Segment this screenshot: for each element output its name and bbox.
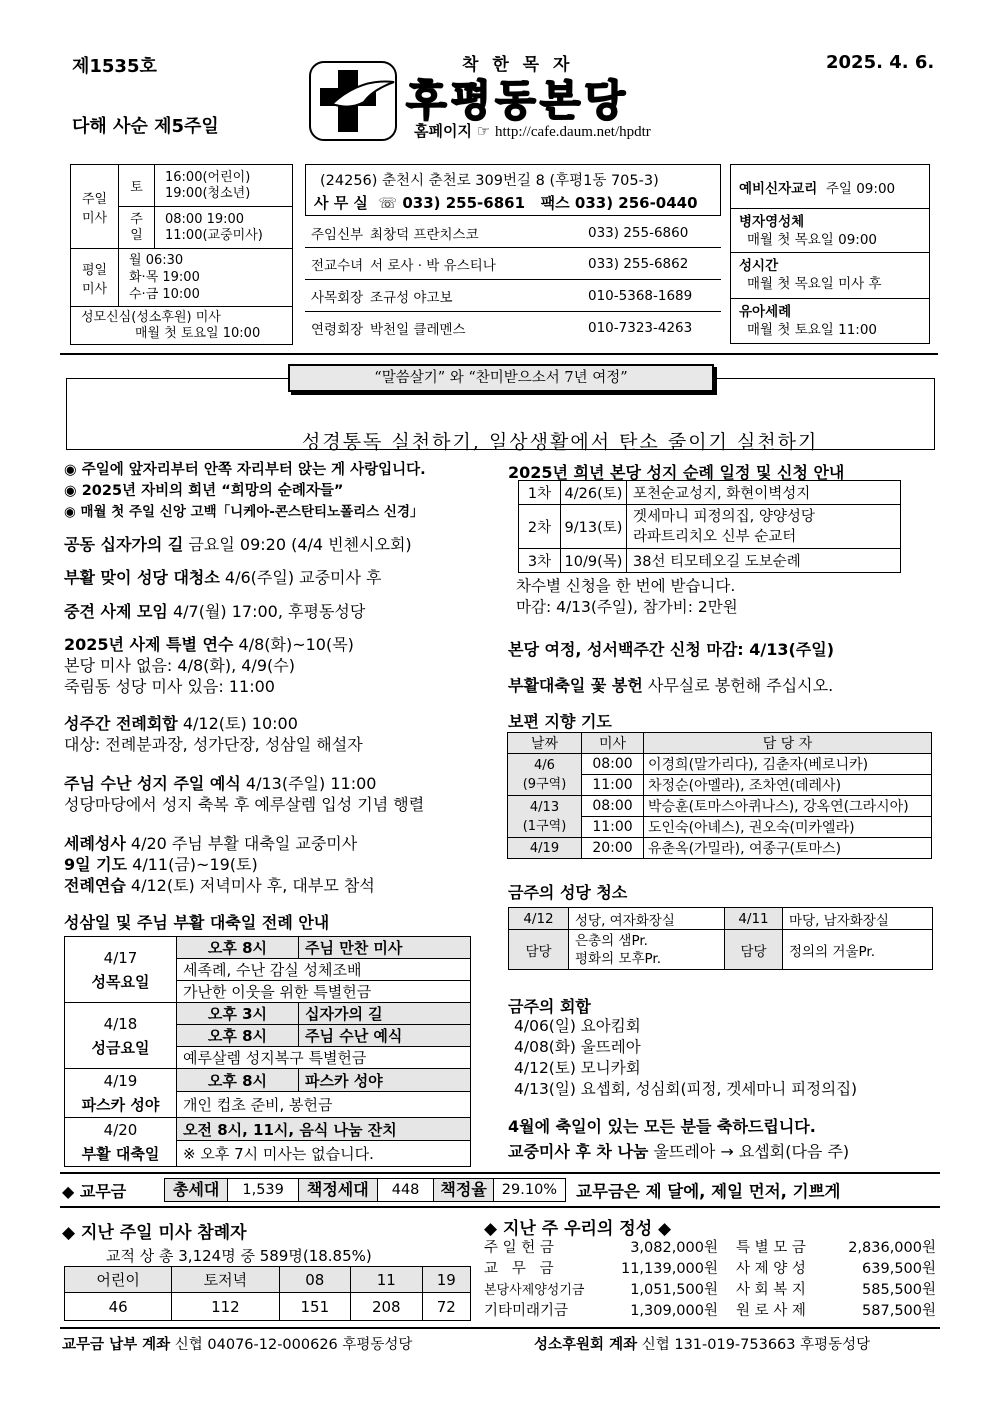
liturgy-day-name: 성금요일 <box>91 1038 150 1057</box>
meeting-item: 4/08(화) 울뜨레아 <box>514 1038 641 1056</box>
homepage-label: 홈페이지 <box>414 122 472 140</box>
offering-title: ◆ 지난 주 우리의 정성 ◆ <box>484 1219 672 1239</box>
offering-list: 주 일 헌 금 3,082,000원 특 별 모 금 2,836,000원 교 무 금 11,139,000원 사 제 양 성 639,500원 본당사제양성기금 1,051,500원 사 회 복 지 585,500원 기타미래기금 1,309,000원 원 로 사 제 587,500원 <box>484 1240 936 1319</box>
divider <box>60 1327 940 1329</box>
cleaning-table: 4/12 성당, 여자화장실 4/11 마당, 남자화장실 담당 은총의 샘Pr. 평화의 모후Pr. 담당 정의의 거울Pr. <box>508 907 933 970</box>
issue-number: 제1535호 <box>72 56 157 77</box>
weekday-mass-label: 평일 미사 <box>71 249 119 307</box>
liturgy-date: 4/19 <box>103 1072 138 1090</box>
weekday-times: 월 06:30 화·목 19:00 수·금 10:00 <box>119 249 293 307</box>
staff-row: 주임신부 최창덕 프란치스코 033) 255-6860 <box>305 218 721 248</box>
sunday-label: 주 일 <box>119 207 155 249</box>
notice-flowers: 부활대축일 꽃 봉헌 사무실로 봉헌해 주십시오. <box>508 676 834 695</box>
meeting-item: 4/12(토) 모니카회 <box>514 1059 641 1077</box>
staff-row: 연령회장 박천일 클레멘스 010-7323-4263 <box>311 320 693 338</box>
schedule-item: 유아세례 매월 첫 토요일 11:00 <box>739 304 878 338</box>
meeting-item: 4/13(일) 요셉회, 성심회(피정, 겟세마니 피정의집) <box>514 1080 858 1098</box>
liturgy-day-name: 성목요일 <box>91 972 150 991</box>
schedule-item: 예비신자교리 주일 09:00 <box>731 165 929 209</box>
bullet-item: ◉ 주일에 앞자리부터 안쪽 자리부터 앉는 게 사랑입니다. <box>64 462 426 478</box>
pointing-hand-icon: ☞ <box>476 122 491 140</box>
newsletter-subtitle: 착 한 목 자 <box>462 55 574 75</box>
dues-account: 교무금 납부 계좌 신협 04076-12-000626 후평동성당 <box>62 1337 413 1353</box>
cleaning-title: 금주의 성당 청소 <box>508 883 628 902</box>
saturday-times: 16:00(어린이) 19:00(청소년) <box>155 165 293 207</box>
prayer-table: 날짜 미사 담 당 자 4/6 (9구역) 08:00 이경희(말가리다), 김춘자(베로니카) 11:00 차정순(아멜라), 조차연(데레사) 4/13 (1구역) 08:00 박승훈(토마스아퀴나스), 강옥연(그라시아) 11:00 도인숙(아녜스), 권오숙(미카엘라) 4/19 20:00 유춘옥(가밀라), 여종구(토마스) <box>507 732 932 859</box>
liturgical-week: 다해 사순 제5주일 <box>72 116 219 137</box>
pilgrimage-notes: 차수별 신청을 한 번에 받습니다. 마감: 4/13(주일), 참가비: 2만원 <box>516 577 738 616</box>
meetings-title: 금주의 회합 <box>508 997 591 1016</box>
liturgy-date: 4/18 <box>103 1014 138 1033</box>
homepage-line <box>414 120 651 141</box>
newsletter-title: 후평동본당 <box>406 76 629 125</box>
schedule-item: 성시간 매월 첫 목요일 미사 후 <box>731 253 929 299</box>
divider <box>60 1172 940 1174</box>
liturgy-title: 성삼일 및 주님 부활 대축일 전례 안내 <box>64 913 330 932</box>
notice-priest-meeting: 중견 사제 모임 4/7(월) 17:00, 후평동성당 <box>64 602 366 621</box>
liturgy-day-name: 파스카 성야 <box>81 1096 160 1114</box>
staff-row: 사목회장 조규성 야고보 010-5368-1689 <box>305 280 721 312</box>
office-address: (24256) 춘천시 춘천로 309번길 8 (후평1동 705-3) <box>320 173 659 189</box>
vocation-account: 성소후원회 계좌 신협 131-019-753663 후평동성당 <box>534 1337 871 1353</box>
key-points <box>64 460 426 523</box>
tea-sharing: 교중미사 후 차 나눔 울뜨레아 → 요셉회(다음 주) <box>508 1142 850 1161</box>
banner-tag: “말씀살기” 와 “찬미받으소서 7년 여정” <box>288 364 714 392</box>
notice-priest-training: 2025년 사제 특별 연수 4/8(화)~10(목) 본당 미사 없음: 4/8(화), 4/9(수) 죽림동 성당 미사 있음: 11:00 <box>64 635 354 696</box>
dues-bar: ◆ 교무금 총세대 1,539 책정세대 448 책정율 29.10% 교무금은 제 달에, 제일 먼저, 기쁘게 <box>62 1180 841 1201</box>
pilgrimage-table: 1차 4/26(토) 포천순교성지, 화현이벽성지 2차 9/13(토) 겟세마니 피정의집, 양양성당 라파트리치오 신부 순교터 3차 10/9(목) 38선 티모테오길 도보순례 <box>518 480 901 573</box>
dues-slogan: 교무금은 제 달에, 제일 먼저, 기쁘게 <box>576 1182 841 1201</box>
issue-date: 2025. 4. 6. <box>826 52 935 73</box>
pilgrimage-title: 2025년 희년 본당 성지 순례 일정 및 신청 안내 <box>508 463 845 482</box>
special-mass-title: 성모신심(성소후원) 미사 <box>81 309 221 325</box>
special-mass-time: 매월 첫 토요일 10:00 <box>135 325 261 341</box>
liturgy-table: 4/17 성목요일 오후 8시 주님 만찬 미사 세족례, 수난 감실 성체조배 가난한 이웃을 위한 특별헌금 4/18 성금요일 오후 3시 십자가의 길 오후 8시 주님 수난 예식 예루살렘 성지복구 특별헌금 4/19 파스카 성야 오후 8시 파스카 성야 개인 컵초 준비, 봉헌금 4/20 부활 대축일 오전 8시, 11시, 음식 나눔 잔치 ※ 오후 7시 미사는 없습니다. <box>64 936 471 1167</box>
homepage-link[interactable]: http://cafe.daum.net/hpdtr <box>494 124 651 140</box>
bullet-item: ◉ 2025년 자비의 희년 “희망의 순례자들” <box>64 483 344 499</box>
notice-palm-sunday: 주님 수난 성지 주일 예식 4/13(주일) 11:00 성당마당에서 성지 축복 후 예루살렘 입성 기념 행렬 <box>64 774 425 814</box>
sunday-mass-label: 주일 미사 <box>71 165 119 249</box>
schedule-item: 병자영성체 매월 첫 목요일 09:00 <box>731 209 929 253</box>
staff-row: 전교수녀 서 로사 · 박 유스티나 033) 255-6862 <box>305 248 721 280</box>
divider <box>60 1206 940 1208</box>
liturgy-date: 4/20 <box>103 1121 138 1139</box>
office-box <box>305 164 721 216</box>
notice-baptism: 세례성사 4/20 주님 부활 대축일 교중미사 9일 기도 4/11(금)~19(토) 전례연습 4/12(토) 저녁미사 후, 대부모 참석 <box>64 834 375 895</box>
office-phone-line: 사 무 실 ☏ 033) 255-6861 팩스 033) 256-0440 <box>314 194 698 212</box>
notice-way-of-cross: 공동 십자가의 길 금요일 09:20 (4/4 빈첸시오회) <box>64 535 412 554</box>
liturgy-date: 4/17 <box>103 948 138 967</box>
attendance-summary: 교적 상 총 3,124명 중 589명(18.85%) <box>106 1247 372 1265</box>
attendance-table: 어린이 토저녁 08 11 19 46 112 151 208 72 <box>64 1266 471 1321</box>
notice-cleaning: 부활 맞이 성당 대청소 4/6(주일) 교중미사 후 <box>64 568 382 587</box>
meeting-item: 4/06(일) 요아킴회 <box>514 1017 641 1035</box>
banner-text: 성경통독 실천하기, 일상생활에서 탄소 줄이기 실천하기 <box>302 431 819 453</box>
divider <box>60 353 938 355</box>
parish-logo <box>302 56 404 144</box>
sunday-times: 08:00 19:00 11:00(교중미사) <box>155 207 293 249</box>
congratulations: 4월에 축일이 있는 모든 분들 축하드립니다. <box>508 1117 816 1136</box>
staff-list <box>305 218 721 344</box>
notice-bible-course: 본당 여정, 성서백주간 신청 마감: 4/13(주일) <box>508 640 835 659</box>
saturday-label: 토 <box>119 165 155 207</box>
liturgy-day-name: 부활 대축일 <box>81 1145 160 1163</box>
attendance-title: ◆ 지난 주일 미사 참례자 <box>62 1223 247 1243</box>
prayer-title: 보편 지향 기도 <box>508 712 612 731</box>
dues-label: ◆ 교무금 <box>62 1181 127 1201</box>
sacrament-schedule <box>730 164 930 344</box>
mass-schedule-table <box>70 164 293 345</box>
bullet-item: ◉ 매월 첫 주일 신앙 고백「니케아-콘스탄티노폴리스 신경」 <box>64 504 424 520</box>
notice-holy-week-meeting: 성주간 전례회합 4/12(토) 10:00 대상: 전례분과장, 성가단장, 성삼일 해설자 <box>64 714 363 754</box>
meetings-list <box>514 1016 857 1100</box>
